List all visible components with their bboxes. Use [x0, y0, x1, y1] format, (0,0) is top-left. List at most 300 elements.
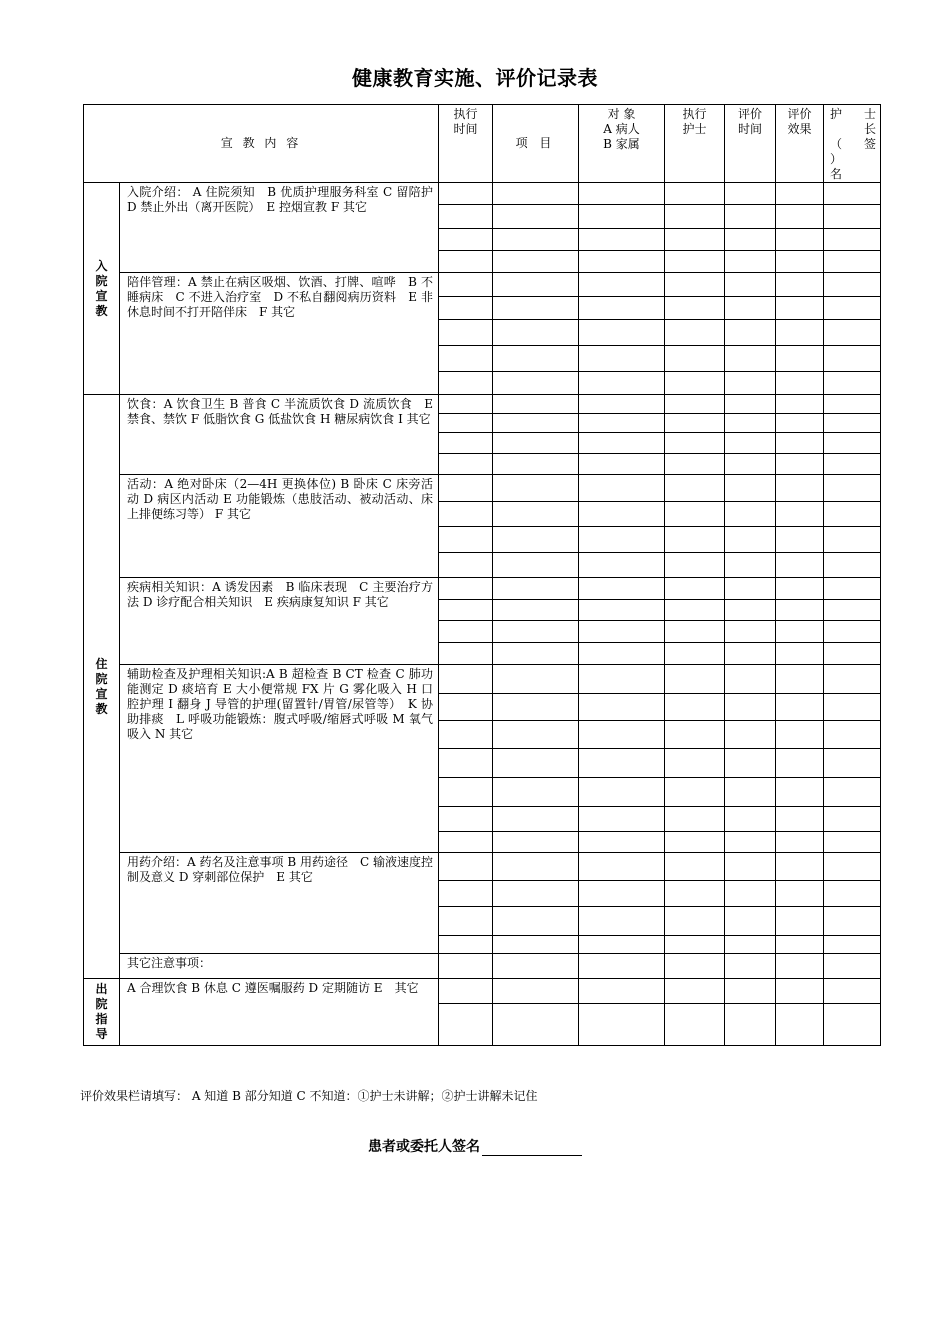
cell-eval-time[interactable]: [725, 694, 776, 721]
cell-exec-time[interactable]: [439, 643, 493, 665]
cell-item[interactable]: [493, 600, 579, 621]
signature-blank[interactable]: [482, 1141, 582, 1156]
cell-item[interactable]: [493, 907, 579, 936]
topic-medication: 用药介绍：A 药名及注意事项 B 用药途径 C 输液速度控制及意义 D 穿刺部位保护 E 其它: [120, 853, 439, 954]
cell-exec-time[interactable]: [439, 273, 493, 297]
cell-exec-nurse[interactable]: [665, 502, 725, 527]
cell-eval-effect[interactable]: [776, 205, 824, 229]
cell-eval-time[interactable]: [725, 807, 776, 832]
category-char: 出: [95, 982, 108, 996]
cell-item[interactable]: [493, 414, 579, 433]
cell-head-nurse-sign[interactable]: [824, 721, 881, 749]
cell-exec-time[interactable]: [439, 578, 493, 600]
cell-exec-time[interactable]: [439, 807, 493, 832]
cell-exec-time[interactable]: [439, 907, 493, 936]
topic-escort-management: 陪伴管理：A 禁止在病区吸烟、饮酒、打牌、喧哗 B 不睡病床 C 不进入治疗室 D 不私自翻阅病历资料 E 非休息时间不打开陪伴床 F 其它: [120, 273, 439, 395]
cell-exec-nurse[interactable]: [665, 907, 725, 936]
cell-eval-effect[interactable]: [776, 778, 824, 807]
cell-exec-time[interactable]: [439, 395, 493, 414]
cell-exec-time[interactable]: [439, 749, 493, 778]
header-exec-nurse: 执行 护士: [665, 105, 725, 183]
table-row: [84, 954, 881, 979]
cell-item[interactable]: [493, 475, 579, 502]
header-target-title: 对 象: [607, 107, 636, 121]
sign-char: （: [830, 137, 843, 151]
header-eval-time: 评价 时间: [725, 105, 776, 183]
cell-item[interactable]: [493, 502, 579, 527]
cell-eval-time[interactable]: [725, 273, 776, 297]
evaluation-legend: 评价效果栏请填写： A 知道 B 部分知道 C 不知道：①护士未讲解；②护士讲解未记住: [80, 1089, 538, 1103]
cell-target[interactable]: [579, 979, 665, 1004]
cell-exec-time[interactable]: [439, 183, 493, 205]
cell-head-nurse-sign[interactable]: [824, 502, 881, 527]
cell-exec-time[interactable]: [439, 936, 493, 954]
cell-head-nurse-sign[interactable]: [824, 229, 881, 251]
topic-admission-intro: 入院介绍： A 住院须知 B 优质护理服务科室 C 留陪护 D 禁止外出（离开医院） E 控烟宣教 F 其它: [120, 183, 439, 273]
category-char: 院: [95, 671, 108, 686]
cell-item[interactable]: [493, 807, 579, 832]
cell-item[interactable]: [493, 205, 579, 229]
cell-head-nurse-sign[interactable]: [824, 454, 881, 475]
cell-eval-time[interactable]: [725, 721, 776, 749]
cell-item[interactable]: [493, 881, 579, 907]
cell-target[interactable]: [579, 372, 665, 395]
cell-eval-effect[interactable]: [776, 643, 824, 665]
cell-eval-time[interactable]: [725, 229, 776, 251]
cell-eval-effect[interactable]: [776, 881, 824, 907]
cell-item[interactable]: [493, 643, 579, 665]
cell-item[interactable]: [493, 320, 579, 346]
cell-eval-time[interactable]: [725, 454, 776, 475]
cell-eval-effect[interactable]: [776, 273, 824, 297]
category-char: 住: [95, 656, 108, 671]
cell-eval-time[interactable]: [725, 395, 776, 414]
sign-char: 名: [830, 167, 843, 181]
cell-eval-effect[interactable]: [776, 297, 824, 320]
cell-target[interactable]: [579, 807, 665, 832]
cell-eval-effect[interactable]: [776, 694, 824, 721]
cell-head-nurse-sign[interactable]: [824, 907, 881, 936]
cell-exec-nurse[interactable]: [665, 1004, 725, 1046]
cell-exec-nurse[interactable]: [665, 749, 725, 778]
cell-eval-time[interactable]: [725, 907, 776, 936]
cell-exec-nurse[interactable]: [665, 721, 725, 749]
cell-target[interactable]: [579, 665, 665, 694]
cell-eval-time[interactable]: [725, 502, 776, 527]
cell-target[interactable]: [579, 853, 665, 881]
cell-exec-nurse[interactable]: [665, 372, 725, 395]
cell-eval-effect[interactable]: [776, 954, 824, 979]
cell-exec-nurse[interactable]: [665, 454, 725, 475]
topic-disease-knowledge: 疾病相关知识：A 诱发因素 B 临床表现 C 主要治疗方法 D 诊疗配合相关知识 E 疾病康复知识 F 其它: [120, 578, 439, 665]
cell-head-nurse-sign[interactable]: [824, 475, 881, 502]
cell-exec-nurse[interactable]: [665, 979, 725, 1004]
cell-target[interactable]: [579, 881, 665, 907]
cell-head-nurse-sign[interactable]: [824, 320, 881, 346]
cell-target[interactable]: [579, 502, 665, 527]
cell-exec-time[interactable]: [439, 694, 493, 721]
cell-eval-time[interactable]: [725, 414, 776, 433]
topic-activity: 活动：A 绝对卧床（2—4H 更换体位) B 卧床 C 床旁活动 D 病区内活动 E 功能锻炼（患肢活动、被动活动、床上排便练习等） F 其它: [120, 475, 439, 578]
cell-eval-time[interactable]: [725, 853, 776, 881]
cell-target[interactable]: [579, 395, 665, 414]
cell-exec-time[interactable]: [439, 853, 493, 881]
cell-item[interactable]: [493, 229, 579, 251]
cell-exec-nurse[interactable]: [665, 778, 725, 807]
cell-exec-time[interactable]: [439, 346, 493, 372]
cell-target[interactable]: [579, 183, 665, 205]
cell-eval-time[interactable]: [725, 954, 776, 979]
cell-eval-effect[interactable]: [776, 1004, 824, 1046]
cell-item[interactable]: [493, 553, 579, 578]
sign-char: 签: [863, 137, 876, 151]
cell-target[interactable]: [579, 832, 665, 853]
cell-item[interactable]: [493, 183, 579, 205]
form-title: 健康教育实施、评价记录表: [352, 66, 598, 90]
cell-target[interactable]: [579, 643, 665, 665]
cell-item[interactable]: [493, 578, 579, 600]
cell-item[interactable]: [493, 979, 579, 1004]
topic-discharge-guide: A 合理饮食 B 休息 C 遵医嘱服药 D 定期随访 E 其它: [120, 979, 439, 1046]
cell-eval-effect[interactable]: [776, 454, 824, 475]
cell-exec-nurse[interactable]: [665, 621, 725, 643]
cell-head-nurse-sign[interactable]: [824, 433, 881, 454]
cell-item[interactable]: [493, 454, 579, 475]
cell-exec-time[interactable]: [439, 553, 493, 578]
cell-target[interactable]: [579, 346, 665, 372]
cell-target[interactable]: [579, 749, 665, 778]
cell-head-nurse-sign[interactable]: [824, 600, 881, 621]
cell-head-nurse-sign[interactable]: [824, 979, 881, 1004]
cell-item[interactable]: [493, 694, 579, 721]
cell-target[interactable]: [579, 229, 665, 251]
cell-item[interactable]: [493, 954, 579, 979]
cell-target[interactable]: [579, 273, 665, 297]
cell-eval-time[interactable]: [725, 600, 776, 621]
cell-eval-time[interactable]: [725, 578, 776, 600]
cell-target[interactable]: [579, 721, 665, 749]
cell-eval-effect[interactable]: [776, 229, 824, 251]
cell-target[interactable]: [579, 205, 665, 229]
cell-exec-nurse[interactable]: [665, 578, 725, 600]
cell-eval-effect[interactable]: [776, 346, 824, 372]
cell-head-nurse-sign[interactable]: [824, 372, 881, 395]
cell-head-nurse-sign[interactable]: [824, 527, 881, 553]
cell-eval-time[interactable]: [725, 778, 776, 807]
cell-eval-effect[interactable]: [776, 665, 824, 694]
sign-char: 士: [863, 107, 876, 121]
cell-exec-nurse[interactable]: [665, 273, 725, 297]
cell-exec-time[interactable]: [439, 778, 493, 807]
cell-exec-time[interactable]: [439, 251, 493, 273]
table-row: [84, 273, 881, 297]
cell-target[interactable]: [579, 778, 665, 807]
cell-exec-time[interactable]: [439, 229, 493, 251]
cell-exec-time[interactable]: [439, 1004, 493, 1046]
cell-exec-nurse[interactable]: [665, 553, 725, 578]
cell-eval-effect[interactable]: [776, 527, 824, 553]
cell-exec-nurse[interactable]: [665, 665, 725, 694]
cell-eval-effect[interactable]: [776, 936, 824, 954]
cell-exec-time[interactable]: [439, 881, 493, 907]
cell-eval-time[interactable]: [725, 1004, 776, 1046]
signature-line: [0, 1136, 950, 1156]
cell-exec-time[interactable]: [439, 372, 493, 395]
cell-head-nurse-sign[interactable]: [824, 621, 881, 643]
cell-item[interactable]: [493, 395, 579, 414]
cell-eval-effect[interactable]: [776, 320, 824, 346]
cell-eval-effect[interactable]: [776, 502, 824, 527]
cell-exec-time[interactable]: [439, 721, 493, 749]
cell-head-nurse-sign[interactable]: [824, 665, 881, 694]
cell-eval-time[interactable]: [725, 297, 776, 320]
cell-item[interactable]: [493, 433, 579, 454]
cell-item[interactable]: [493, 527, 579, 553]
cell-head-nurse-sign[interactable]: [824, 553, 881, 578]
cell-eval-effect[interactable]: [776, 553, 824, 578]
cell-target[interactable]: [579, 251, 665, 273]
cell-exec-time[interactable]: [439, 527, 493, 553]
header-target-family: B 家属: [603, 137, 640, 151]
cell-head-nurse-sign[interactable]: [824, 414, 881, 433]
cell-head-nurse-sign[interactable]: [824, 395, 881, 414]
cell-head-nurse-sign[interactable]: [824, 297, 881, 320]
cell-head-nurse-sign[interactable]: [824, 853, 881, 881]
cell-exec-nurse[interactable]: [665, 936, 725, 954]
cell-target[interactable]: [579, 454, 665, 475]
cell-exec-nurse[interactable]: [665, 853, 725, 881]
cell-item[interactable]: [493, 721, 579, 749]
cell-target[interactable]: [579, 621, 665, 643]
cell-exec-time[interactable]: [439, 475, 493, 502]
cell-eval-time[interactable]: [725, 251, 776, 273]
cell-exec-nurse[interactable]: [665, 205, 725, 229]
header-row: [84, 105, 881, 183]
cell-exec-nurse[interactable]: [665, 694, 725, 721]
cell-target[interactable]: [579, 297, 665, 320]
cell-head-nurse-sign[interactable]: [824, 346, 881, 372]
table-row: [84, 395, 881, 414]
topic-other-notes: 其它注意事项：: [120, 954, 439, 979]
cell-exec-time[interactable]: [439, 320, 493, 346]
cell-exec-nurse[interactable]: [665, 643, 725, 665]
cell-item[interactable]: [493, 853, 579, 881]
cell-item[interactable]: [493, 832, 579, 853]
cell-eval-time[interactable]: [725, 320, 776, 346]
cell-head-nurse-sign[interactable]: [824, 749, 881, 778]
cell-eval-time[interactable]: [725, 433, 776, 454]
cell-head-nurse-sign[interactable]: [824, 881, 881, 907]
category-char: 教: [95, 701, 108, 716]
category-char: 导: [95, 1027, 108, 1041]
cell-target[interactable]: [579, 600, 665, 621]
cell-target[interactable]: [579, 414, 665, 433]
cell-eval-effect[interactable]: [776, 475, 824, 502]
education-record-table: [83, 104, 881, 1046]
cell-eval-time[interactable]: [725, 553, 776, 578]
cell-eval-effect[interactable]: [776, 578, 824, 600]
cell-target[interactable]: [579, 936, 665, 954]
header-head-nurse-sign: [824, 105, 881, 183]
cell-eval-time[interactable]: [725, 621, 776, 643]
cell-item[interactable]: [493, 749, 579, 778]
header-eval-effect: 评价 效果: [776, 105, 824, 183]
cell-exec-nurse[interactable]: [665, 881, 725, 907]
cell-exec-nurse[interactable]: [665, 346, 725, 372]
cell-item[interactable]: [493, 621, 579, 643]
cell-head-nurse-sign[interactable]: [824, 251, 881, 273]
cell-exec-time[interactable]: [439, 979, 493, 1004]
cell-exec-nurse[interactable]: [665, 297, 725, 320]
cell-target[interactable]: [579, 553, 665, 578]
cell-exec-time[interactable]: [439, 665, 493, 694]
cell-exec-time[interactable]: [439, 621, 493, 643]
cell-eval-time[interactable]: [725, 527, 776, 553]
cell-target[interactable]: [579, 320, 665, 346]
cell-head-nurse-sign[interactable]: [824, 183, 881, 205]
cell-target[interactable]: [579, 694, 665, 721]
topic-exam-nursing: 辅助检查及护理相关知识:A B 超检查 B CT 检查 C 肺功能测定 D 痰培育 E 大小便常规 FX 片 G 雾化吸入 H 口腔护理 I 翻身 J 导管的护理(留置针/胃管/尿管等） K 协助排痰 L 呼吸功能锻炼：腹式呼吸/缩唇式呼吸 M 氧气吸入 N 其它: [120, 665, 439, 853]
cell-exec-nurse[interactable]: [665, 320, 725, 346]
cell-head-nurse-sign[interactable]: [824, 807, 881, 832]
cell-head-nurse-sign[interactable]: [824, 1004, 881, 1046]
cell-eval-effect[interactable]: [776, 372, 824, 395]
cell-item[interactable]: [493, 1004, 579, 1046]
cell-item[interactable]: [493, 251, 579, 273]
cell-head-nurse-sign[interactable]: [824, 694, 881, 721]
cell-item[interactable]: [493, 665, 579, 694]
cell-exec-nurse[interactable]: [665, 954, 725, 979]
cell-eval-effect[interactable]: [776, 979, 824, 1004]
topic-diet: 饮食：A 饮食卫生 B 普食 C 半流质饮食 D 流质饮食 E 禁食、禁饮 F 低脂饮食 G 低盐饮食 H 糖尿病饮食 I 其它: [120, 395, 439, 475]
cell-target[interactable]: [579, 907, 665, 936]
cell-target[interactable]: [579, 475, 665, 502]
cell-item[interactable]: [493, 297, 579, 320]
sign-char: 长: [863, 122, 876, 136]
cell-eval-effect[interactable]: [776, 183, 824, 205]
cell-eval-time[interactable]: [725, 832, 776, 853]
cell-exec-nurse[interactable]: [665, 229, 725, 251]
category-char: 入: [95, 258, 108, 273]
cell-head-nurse-sign[interactable]: [824, 778, 881, 807]
category-inpatient: [84, 395, 120, 979]
header-exec-time: 执行 时间: [439, 105, 493, 183]
table-row: [84, 578, 881, 600]
cell-exec-nurse[interactable]: [665, 475, 725, 502]
cell-eval-effect[interactable]: [776, 749, 824, 778]
cell-eval-effect[interactable]: [776, 600, 824, 621]
category-discharge: [84, 979, 120, 1046]
cell-exec-time[interactable]: [439, 433, 493, 454]
cell-item[interactable]: [493, 346, 579, 372]
cell-target[interactable]: [579, 1004, 665, 1046]
cell-exec-time[interactable]: [439, 414, 493, 433]
table-row: [84, 853, 881, 881]
cell-eval-effect[interactable]: [776, 433, 824, 454]
cell-exec-nurse[interactable]: [665, 832, 725, 853]
cell-target[interactable]: [579, 954, 665, 979]
header-content: 宣 教 内 容: [84, 105, 439, 183]
table-row: [84, 475, 881, 502]
cell-target[interactable]: [579, 578, 665, 600]
cell-exec-nurse[interactable]: [665, 183, 725, 205]
cell-item[interactable]: [493, 273, 579, 297]
cell-head-nurse-sign[interactable]: [824, 273, 881, 297]
cell-exec-nurse[interactable]: [665, 807, 725, 832]
category-char: 院: [95, 997, 108, 1011]
category-char: 教: [95, 303, 108, 318]
header-target-patient: A 病人: [603, 122, 640, 136]
cell-eval-time[interactable]: [725, 643, 776, 665]
cell-item[interactable]: [493, 936, 579, 954]
cell-exec-time[interactable]: [439, 600, 493, 621]
cell-exec-nurse[interactable]: [665, 395, 725, 414]
table-row: [84, 665, 881, 694]
cell-target[interactable]: [579, 433, 665, 454]
cell-eval-time[interactable]: [725, 749, 776, 778]
cell-eval-time[interactable]: [725, 205, 776, 229]
cell-exec-time[interactable]: [439, 502, 493, 527]
cell-exec-nurse[interactable]: [665, 251, 725, 273]
cell-eval-effect[interactable]: [776, 621, 824, 643]
cell-eval-time[interactable]: [725, 346, 776, 372]
cell-exec-time[interactable]: [439, 297, 493, 320]
sign-char: ）: [830, 152, 843, 166]
cell-head-nurse-sign[interactable]: [824, 954, 881, 979]
cell-eval-time[interactable]: [725, 372, 776, 395]
cell-exec-nurse[interactable]: [665, 433, 725, 454]
cell-exec-nurse[interactable]: [665, 600, 725, 621]
category-char: 指: [95, 1012, 108, 1026]
cell-eval-effect[interactable]: [776, 853, 824, 881]
cell-head-nurse-sign[interactable]: [824, 205, 881, 229]
cell-eval-time[interactable]: [725, 183, 776, 205]
cell-item[interactable]: [493, 372, 579, 395]
cell-eval-time[interactable]: [725, 665, 776, 694]
cell-target[interactable]: [579, 527, 665, 553]
cell-eval-effect[interactable]: [776, 832, 824, 853]
cell-head-nurse-sign[interactable]: [824, 936, 881, 954]
header-target: [579, 105, 665, 183]
category-char: 宣: [95, 686, 108, 701]
cell-exec-nurse[interactable]: [665, 527, 725, 553]
cell-eval-effect[interactable]: [776, 721, 824, 749]
cell-head-nurse-sign[interactable]: [824, 643, 881, 665]
cell-eval-effect[interactable]: [776, 414, 824, 433]
header-item: 项 目: [493, 105, 579, 183]
cell-exec-time[interactable]: [439, 832, 493, 853]
cell-exec-time[interactable]: [439, 205, 493, 229]
cell-head-nurse-sign[interactable]: [824, 832, 881, 853]
cell-eval-effect[interactable]: [776, 251, 824, 273]
table-row: [84, 183, 881, 205]
cell-exec-time[interactable]: [439, 954, 493, 979]
cell-item[interactable]: [493, 778, 579, 807]
cell-eval-effect[interactable]: [776, 907, 824, 936]
cell-eval-time[interactable]: [725, 881, 776, 907]
signature-label: 患者或委托人签名: [368, 1139, 480, 1155]
cell-head-nurse-sign[interactable]: [824, 578, 881, 600]
cell-exec-nurse[interactable]: [665, 414, 725, 433]
category-char: 院: [95, 273, 108, 288]
cell-eval-time[interactable]: [725, 936, 776, 954]
cell-eval-effect[interactable]: [776, 807, 824, 832]
cell-exec-time[interactable]: [439, 454, 493, 475]
cell-eval-time[interactable]: [725, 979, 776, 1004]
cell-eval-effect[interactable]: [776, 395, 824, 414]
cell-eval-time[interactable]: [725, 475, 776, 502]
sign-char: 护: [830, 107, 843, 121]
